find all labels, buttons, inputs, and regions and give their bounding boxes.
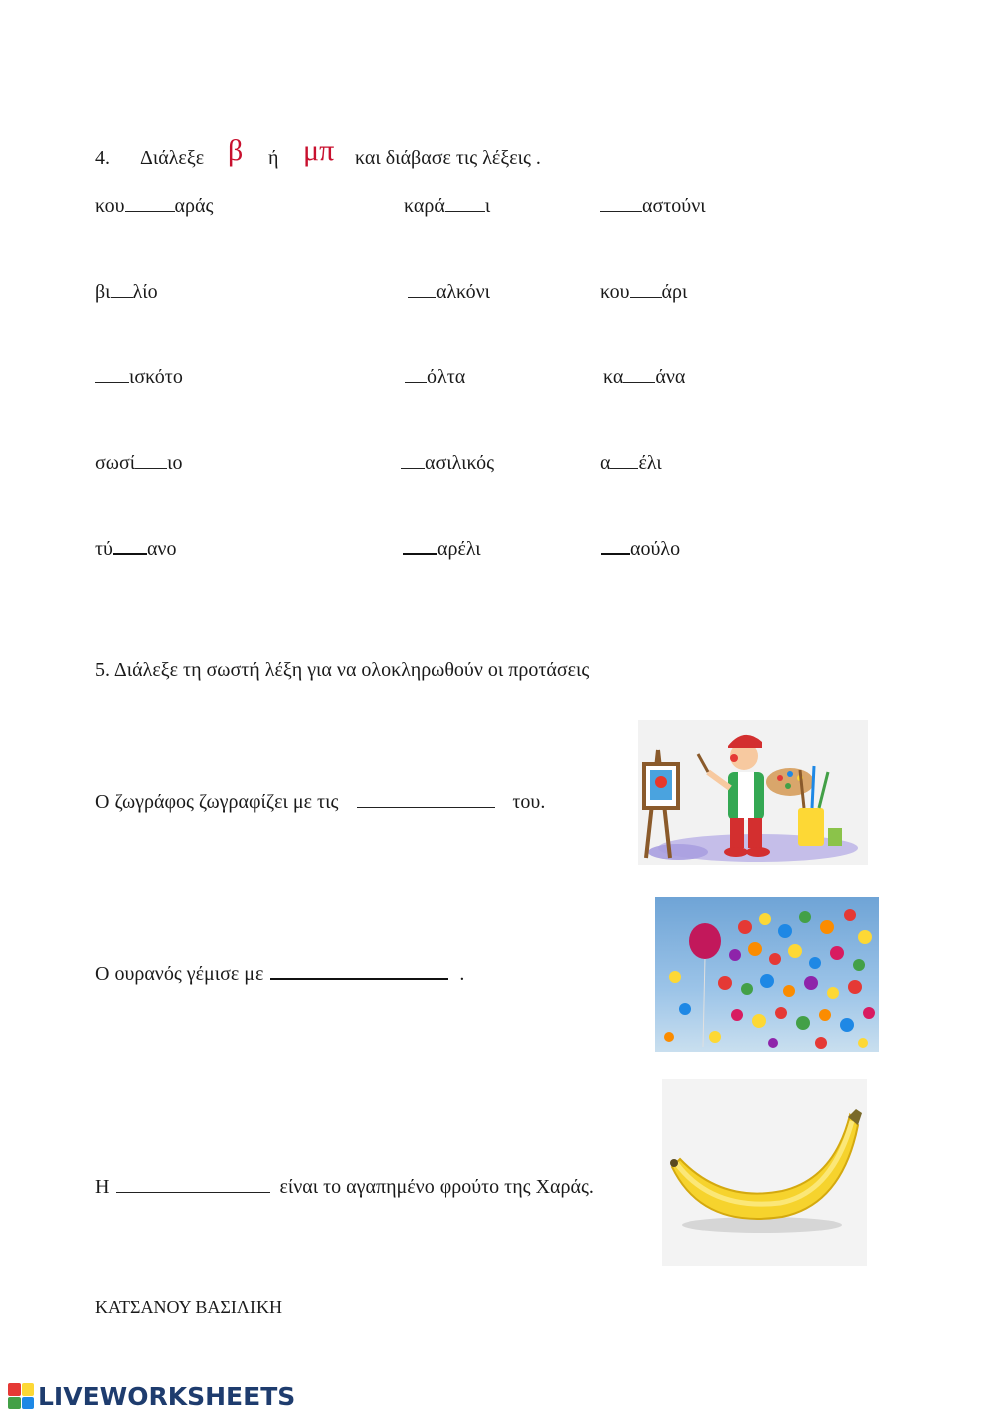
word-vivlio: βι λίο: [95, 281, 158, 303]
word-ampeli: α έλι: [600, 452, 662, 474]
word-varelli: αρέλι: [403, 535, 481, 561]
blank-input[interactable]: [95, 364, 129, 383]
blank-input[interactable]: [111, 279, 133, 298]
blank-input[interactable]: [403, 535, 437, 555]
exercise4-number: 4.: [95, 147, 110, 169]
word-tympano: τύ ανο: [95, 535, 176, 561]
word-mpaoulo: αούλο: [601, 535, 680, 561]
blank-input[interactable]: [610, 450, 638, 469]
sentence-banana: Η είναι το αγαπημένο φρούτο της Χαράς.: [95, 1176, 594, 1198]
balloons-image: [655, 897, 879, 1052]
word-volta: όλτα: [405, 364, 465, 389]
blank-input[interactable]: [135, 450, 167, 469]
exercise4-instruction: και διάβασε τις λέξεις .: [355, 147, 541, 169]
blank-input[interactable]: [408, 279, 436, 298]
exercise4-or-label: ή: [268, 147, 279, 169]
word-kouvaras: κου αράς: [95, 195, 214, 217]
word-koumpari: κου άρι: [600, 281, 688, 303]
blank-input[interactable]: [445, 193, 485, 212]
blank-input[interactable]: [113, 535, 147, 555]
author-name: ΚΑΤΣΑΝΟΥ ΒΑΣΙΛΙΚΗ: [95, 1297, 282, 1317]
exercise4-pick-label: Διάλεξε: [140, 147, 205, 169]
word-karavi: καρά ι: [404, 195, 491, 217]
word-mpalkoni: αλκόνι: [408, 279, 490, 304]
banana-image: [662, 1079, 867, 1266]
blank-input[interactable]: [623, 364, 655, 383]
word-mpastouni: αστούνι: [600, 193, 706, 218]
word-mpiskoto: ισκότο: [95, 364, 183, 389]
option-beta: β: [228, 134, 244, 167]
sentence-painter: Ο ζωγράφος ζωγραφίζει με τις του.: [95, 791, 546, 813]
sentence-balloons: Ο ουρανός γέμισε με .: [95, 960, 464, 986]
liveworksheets-logo: [8, 1381, 295, 1411]
blank-input[interactable]: [405, 364, 427, 383]
blank-input[interactable]: [357, 789, 495, 808]
word-vasilikos: ασιλικός: [401, 450, 494, 475]
logo-grid-icon: [8, 1383, 34, 1409]
blank-input[interactable]: [600, 193, 642, 212]
logo-text: LIVEWORKSHEETS: [38, 1381, 296, 1411]
word-kampana: κα άνα: [603, 366, 686, 388]
exercise5-title: 5. Διάλεξε τη σωστή λέξη για να ολοκληρωθούν οι προτάσεις: [95, 659, 590, 681]
blank-input[interactable]: [630, 279, 662, 298]
option-mp: μπ: [303, 134, 335, 167]
blank-input[interactable]: [401, 450, 425, 469]
blank-input[interactable]: [116, 1174, 270, 1193]
blank-input[interactable]: [270, 960, 448, 980]
blank-input[interactable]: [125, 193, 175, 212]
blank-input[interactable]: [601, 535, 630, 555]
painter-image: [638, 720, 868, 865]
word-sosivio: σωσί ιο: [95, 452, 183, 474]
